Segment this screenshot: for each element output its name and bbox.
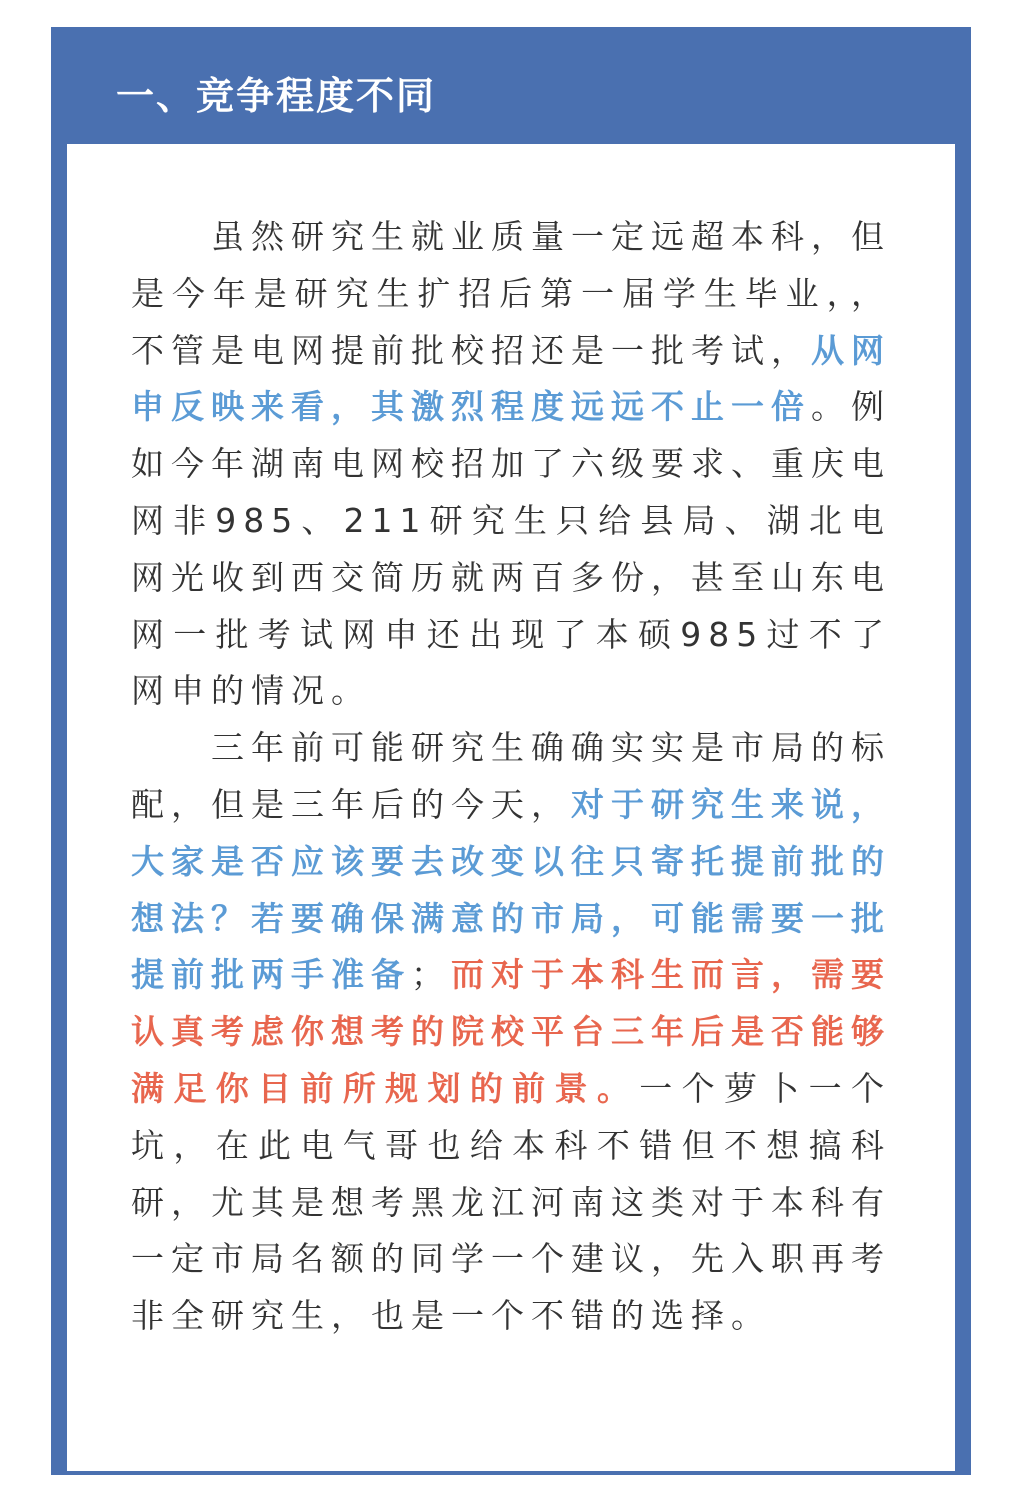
article-body xyxy=(131,209,891,1345)
plain-text: ； xyxy=(411,955,451,995)
plain-text: 虽然研究生就业质量一定远超本科，但是今年是研究生扩招后第一届学生毕业，，不管是电网提前批校招还是一批考试， xyxy=(131,217,891,370)
plain-text: 一个萝卜一个坑，在此电气哥也给本科不错但不想搞科研，尤其是想考黑龙江河南这类对于本科有一定市局名额的同学一个建议，先入职再考非全研究生，也是一个不错的选择。 xyxy=(131,1068,892,1336)
blue-highlight-text: 对于研究生来说，大家是否应该要去改变以往只寄托提前批的想法？若要确保满意的市局，可能需要一批提前批两手准备 xyxy=(131,784,891,995)
section-heading: 一、竞争程度不同 xyxy=(116,74,437,118)
content-panel xyxy=(67,144,955,1471)
blue-highlight-text: 从网申反映来看，其激烈程度远远不止一倍 xyxy=(131,330,891,427)
red-highlight-text: 而对于本科生而言，需要认真考虑你想考的院校平台三年后是否能够满足你目前所规划的前景。 xyxy=(131,955,891,1108)
section-frame xyxy=(51,27,971,1475)
plain-text: 三年前可能研究生确确实实是市局的标配，但是三年后的今天， xyxy=(131,728,891,824)
paragraph-1 xyxy=(131,209,891,720)
paragraph-2 xyxy=(131,720,891,1345)
plain-text: 。例如今年湖南电网校招加了六级要求、重庆电网非985、211研究生只给县局、湖北电网光收到西交简历就两百多份，甚至山东电网一批考试网申还出现了本硕985过不了网申的情况。 xyxy=(131,387,891,711)
